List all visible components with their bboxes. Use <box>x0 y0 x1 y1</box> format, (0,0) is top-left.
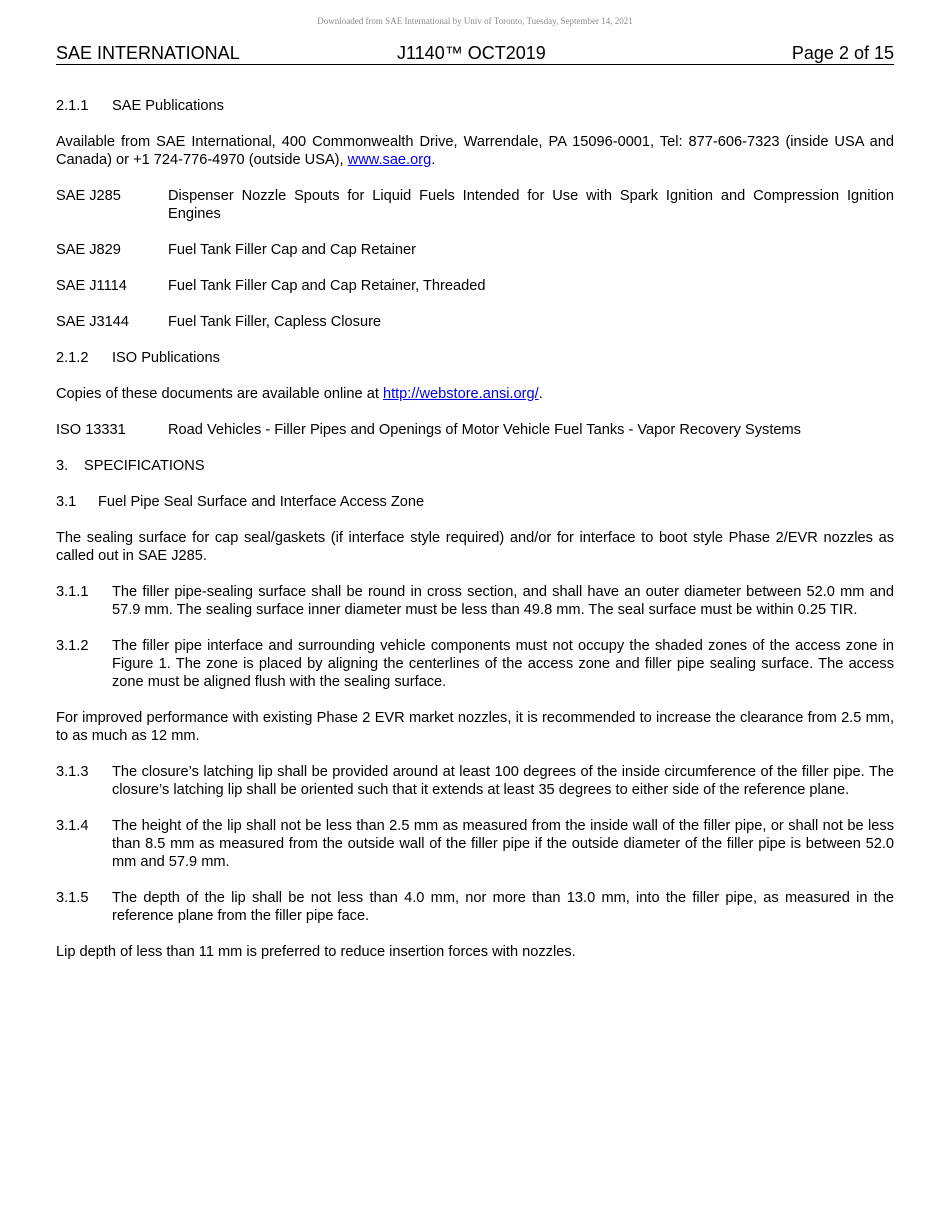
section-number: 3.1 <box>56 494 77 510</box>
section-number: 2.1.1 <box>56 98 89 114</box>
document-body <box>56 97 894 979</box>
section-title: Fuel Pipe Seal Surface and Interface Access Zone <box>98 494 425 510</box>
section-heading-3 <box>56 457 894 475</box>
lip-depth-note: Lip depth of less than 11 mm is preferred to reduce insertion forces with nozzles. <box>56 944 576 960</box>
availability-text: Available from SAE International, 400 Commonwealth Drive, Warrendale, PA 15096-0001, Tel: 877-606-7323 (inside USA and Canada) or +1 724-776-4970 (outside USA), <box>56 134 894 168</box>
reference-code: SAE J285 <box>56 188 121 204</box>
clause-number: 3.1.5 <box>56 890 89 906</box>
page-header <box>56 43 894 65</box>
clause-text: The height of the lip shall not be less than 2.5 mm as measured from the inside wall of the filler pipe, or shall not be less than 8.5 mm as measured from the outside wall of the filler pipe if the outside diameter of the filler pipe is between 52.0 mm and 57.9 mm. <box>112 818 894 870</box>
iso-availability-paragraph: Copies of these documents are available online at http://webstore.ansi.org/. <box>56 386 543 402</box>
reference-code: SAE J3144 <box>56 314 130 330</box>
header-organization: SAE INTERNATIONAL <box>56 43 240 63</box>
improved-performance-note: For improved performance with existing Phase 2 EVR market nozzles, it is recommended to increase the clearance from 2.5 mm, to as much as 12 mm. <box>56 710 894 744</box>
sae-availability-paragraph: Available from SAE International, 400 Commonwealth Drive, Warrendale, PA 15096-0001, Tel: 877-606-7323 (inside USA and Canada) or +1 724-776-4970 (outside USA), www.sae.org. <box>56 134 894 168</box>
clause-3-1-5 <box>56 889 894 925</box>
clause-number: 3.1.4 <box>56 818 89 834</box>
section-number: 2.1.2 <box>56 350 89 366</box>
clause-3-1-2 <box>56 637 894 691</box>
reference-item <box>56 313 894 331</box>
header-page-number: Page 2 of 15 <box>791 43 894 63</box>
clause-number: 3.1.1 <box>56 584 89 600</box>
download-watermark: Downloaded from SAE International by Univ of Toronto, Tuesday, September 14, 2021 <box>317 16 633 26</box>
clause-text: The depth of the lip shall be not less than 4.0 mm, nor more than 13.0 mm, into the filler pipe, as measured in the reference plane from the filler pipe face. <box>112 890 894 924</box>
reference-item <box>56 421 894 439</box>
section-heading-2-1-2 <box>56 349 894 367</box>
section-number: 3. <box>56 458 69 474</box>
reference-title: Road Vehicles - Filler Pipes and Openings of Motor Vehicle Fuel Tanks - Vapor Recovery Systems <box>168 422 801 438</box>
reference-title: Fuel Tank Filler Cap and Cap Retainer, Threaded <box>168 278 486 294</box>
reference-item <box>56 277 894 295</box>
clause-text: The filler pipe-sealing surface shall be round in cross section, and shall have an outer diameter between 52.0 mm and 57.9 mm. The sealing surface inner diameter must be less than 49.8 mm. The seal surface must be within 0.25 TIR. <box>112 584 894 618</box>
section-heading-2-1-1 <box>56 97 894 115</box>
section-heading-3-1 <box>56 493 894 511</box>
header-document-id: J1140™ OCT2019 <box>397 43 546 63</box>
ansi-webstore-link[interactable]: http://webstore.ansi.org/ <box>382 386 539 402</box>
reference-item <box>56 241 894 259</box>
section-title: ISO Publications <box>112 350 220 366</box>
sae-website-link[interactable]: www.sae.org <box>347 152 432 168</box>
clause-3-1-3 <box>56 763 894 799</box>
reference-title: Dispenser Nozzle Spouts for Liquid Fuels Intended for Use with Spark Ignition and Compression Ignition Engines <box>168 188 894 222</box>
section-title: SPECIFICATIONS <box>84 458 205 474</box>
clause-3-1-4 <box>56 817 894 871</box>
section-title: SAE Publications <box>112 98 224 114</box>
reference-item <box>56 187 894 223</box>
reference-code: SAE J829 <box>56 242 121 258</box>
reference-code: ISO 13331 <box>56 422 126 438</box>
availability-text: Copies of these documents are available online at <box>56 386 383 402</box>
reference-code: SAE J1114 <box>56 278 127 294</box>
section-3-1-intro: The sealing surface for cap seal/gaskets (if interface style required) and/or for interface to boot style Phase 2/EVR nozzles as called out in SAE J285. <box>56 530 894 564</box>
clause-3-1-1 <box>56 583 894 619</box>
reference-title: Fuel Tank Filler, Capless Closure <box>168 314 382 330</box>
clause-text: The filler pipe interface and surrounding vehicle components must not occupy the shaded zones of the access zone in Figure 1. The zone is placed by aligning the centerlines of the access zone and filler pipe sealing surface. The access zone must be aligned flush with the sealing surface. <box>112 638 894 690</box>
clause-number: 3.1.2 <box>56 638 89 654</box>
clause-number: 3.1.3 <box>56 764 89 780</box>
reference-title: Fuel Tank Filler Cap and Cap Retainer <box>168 242 416 258</box>
clause-text: The closure’s latching lip shall be provided around at least 100 degrees of the inside circumference of the filler pipe. The closure’s latching lip shall be oriented such that it extends at least 35 degrees to either side of the reference plane. <box>112 764 894 798</box>
